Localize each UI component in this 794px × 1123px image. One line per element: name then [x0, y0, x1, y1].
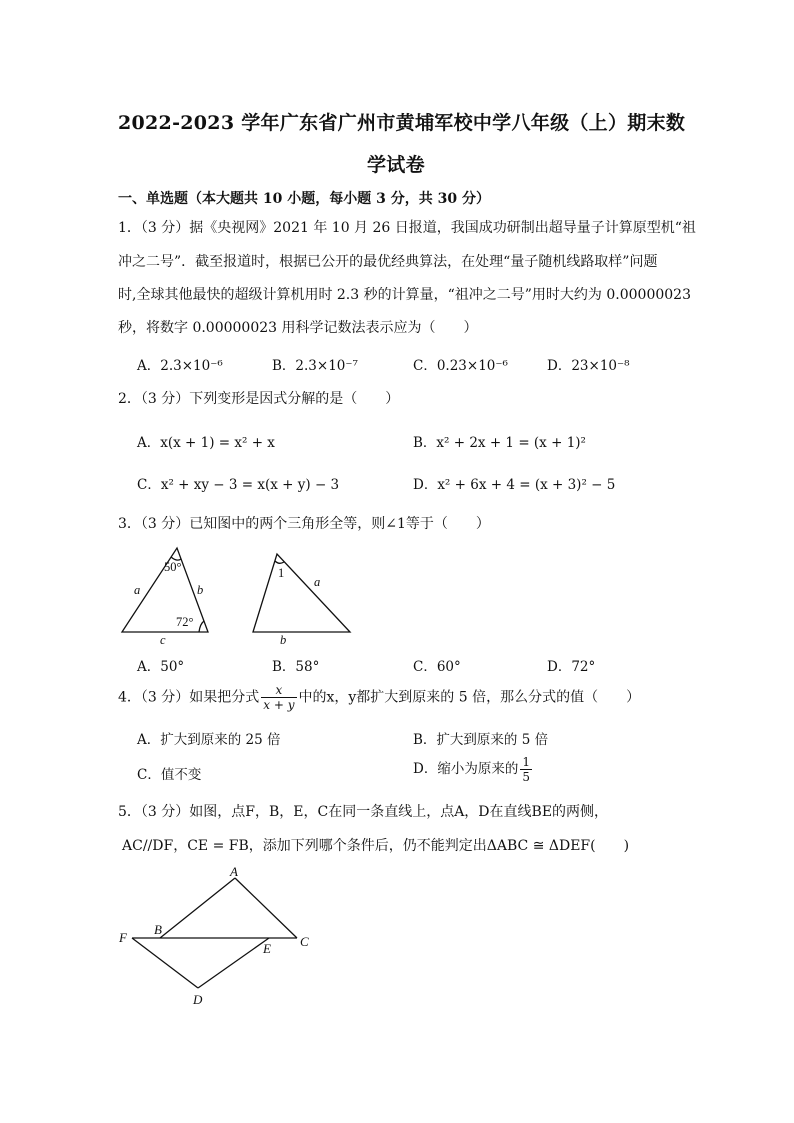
q2-stem: 2．（3 分）下列变形是因式分解的是（ ）	[118, 391, 400, 407]
page-title-line2: 学试卷	[367, 154, 425, 176]
q2-option-b: B．x² + 2x + 1 = (x + 1)²	[413, 435, 586, 451]
q4-fraction	[261, 683, 296, 712]
q1-line2: 冲之二号”．截至报道时，根据已公开的最优经典算法，在处理“量子随机线路取样”问题	[118, 254, 658, 270]
segment-ac	[235, 878, 297, 938]
q3-option-d: D．72°	[547, 659, 596, 675]
t1-angle-top-label: 50°	[164, 560, 182, 574]
t2-side-a-label: a	[314, 575, 321, 589]
q4-option-a: A．扩大到原来的 25 倍	[137, 732, 281, 748]
point-f-label: F	[119, 930, 127, 945]
q3-option-a: A．50°	[137, 659, 185, 675]
q1-option-d: D．23×10⁻⁸	[547, 358, 630, 374]
q1-option-b: B．2.3×10⁻⁷	[272, 358, 358, 374]
q4-fraction-numerator: x	[261, 683, 296, 698]
q1-line3: 时,全球其他最快的超级计算机用时 2.3 秒的计算量，“祖冲之二号”用时大约为 0.00000023	[118, 287, 691, 303]
q4-option-d	[413, 755, 532, 784]
q3-option-c: C．60°	[413, 659, 461, 675]
q1-line4: 秒，将数字 0.00000023 用科学记数法表示应为（ ）	[118, 320, 478, 336]
q5-line2: AC//DF，CE = FB，添加下列哪个条件后，仍不能判定出ΔABC ≅ ΔDEF( )	[122, 838, 630, 854]
section-heading: 一、单选题（本大题共 10 小题，每小题 3 分，共 30 分）	[118, 191, 490, 207]
q1-option-a: A．2.3×10⁻⁶	[137, 358, 223, 374]
q3-triangles-figure	[110, 540, 370, 645]
q3-option-b: B．58°	[272, 659, 320, 675]
q4-fraction-denominator: x + y	[263, 698, 295, 712]
t1-side-b-label: b	[197, 583, 204, 597]
t2-angle-label: 1	[278, 566, 285, 580]
segment-fd	[132, 938, 198, 988]
q4-option-c: C．值不变	[137, 767, 202, 783]
triangle-1-right-angle-arc	[199, 621, 204, 632]
triangle-2-angle-arc	[275, 561, 284, 563]
q2-option-c: C．x² + xy − 3 = x(x + y) − 3	[137, 477, 340, 493]
q3-stem: 3．（3 分）已知图中的两个三角形全等，则∠1等于（ ）	[118, 516, 490, 532]
t1-angle-right-label: 72°	[176, 615, 194, 629]
t1-side-c-label: c	[160, 633, 166, 645]
segment-ba	[160, 878, 235, 938]
point-e-label: E	[263, 941, 271, 956]
q5-geometry-figure	[110, 862, 320, 1012]
q2-option-d: D．x² + 6x + 4 = (x + 3)² − 5	[413, 477, 616, 493]
q5-line1: 5．（3 分）如图，点F，B，E，C在同一条直线上，点A，D在直线BE的两侧，	[118, 804, 609, 820]
q4-stem-pre: 4．（3 分）如果把分式	[118, 689, 260, 706]
q4-option-d-numerator: 1	[522, 755, 530, 769]
q4-option-d-text: D．缩小为原来的	[413, 761, 519, 777]
t2-side-b-label: b	[280, 633, 287, 645]
q4-stem-post: 中的x，y都扩大到原来的 5 倍，那么分式的值（ ）	[298, 689, 641, 706]
point-d-label: D	[193, 992, 203, 1007]
q4-stem	[118, 683, 640, 712]
q1-option-c: C．0.23×10⁻⁶	[413, 358, 508, 374]
t1-side-a-label: a	[134, 583, 141, 597]
q4-option-d-fraction	[520, 755, 532, 784]
q1-line1: 1．（3 分）据《央视网》2021 年 10 月 26 日报道，我国成功研制出超导量子计算原型机“祖	[118, 220, 696, 236]
segment-de	[198, 938, 269, 988]
q4-option-b: B．扩大到原来的 5 倍	[413, 732, 549, 748]
triangle-2	[253, 554, 350, 632]
q2-option-a: A．x(x + 1) = x² + x	[137, 435, 275, 451]
point-b-label: B	[154, 922, 162, 937]
point-a-label: A	[230, 864, 238, 879]
q4-option-d-denominator: 5	[522, 770, 530, 784]
page-title-line1: 2022-2023 学年广东省广州市黄埔军校中学八年级（上）期末数	[118, 112, 686, 134]
point-c-label: C	[300, 934, 309, 949]
